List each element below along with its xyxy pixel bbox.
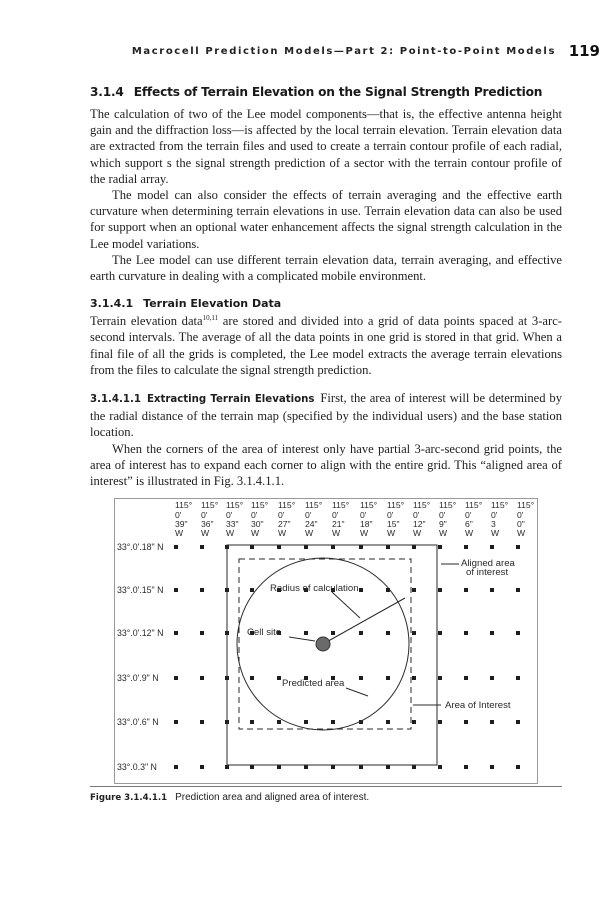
grid-point bbox=[174, 765, 178, 769]
aligned-area-label-line2: of interest bbox=[466, 567, 509, 578]
grid-point bbox=[359, 765, 363, 769]
grid-point bbox=[200, 720, 204, 724]
grid-point bbox=[516, 720, 520, 724]
grid-point bbox=[304, 631, 308, 635]
grid-point bbox=[386, 765, 390, 769]
cell-site-label: Cell site bbox=[247, 627, 282, 638]
subsubsection-paragraph-2: When the corners of the area of interest only have partial 3-arc-second grid points, the area of interest has to expand each corner to align with the entire grid. This “aligned area of interest” is illustrated in Fig. 3.1.4.1.1. bbox=[90, 441, 562, 489]
longitude-label: W bbox=[175, 528, 184, 538]
longitude-label: 115° bbox=[360, 500, 378, 510]
subsection-title: Terrain Elevation Data bbox=[143, 297, 282, 311]
longitude-label: 39" bbox=[175, 519, 188, 529]
longitude-label: W bbox=[465, 528, 474, 538]
page-header bbox=[0, 44, 600, 64]
grid-point bbox=[174, 631, 178, 635]
longitude-label: W bbox=[360, 528, 369, 538]
longitude-label: 115° bbox=[201, 500, 219, 510]
longitude-label: W bbox=[413, 528, 422, 538]
longitude-label: 0' bbox=[517, 510, 524, 520]
longitude-label: 0' bbox=[491, 510, 498, 520]
longitude-label: 115° bbox=[413, 500, 431, 510]
grid-point bbox=[464, 720, 468, 724]
longitude-label: 115° bbox=[517, 500, 535, 510]
grid-point bbox=[516, 631, 520, 635]
longitude-label: W bbox=[387, 528, 396, 538]
longitude-label: W bbox=[201, 528, 210, 538]
grid-point bbox=[412, 720, 416, 724]
grid-point bbox=[464, 765, 468, 769]
grid-point bbox=[516, 588, 520, 592]
longitude-label: 0' bbox=[305, 510, 312, 520]
grid-point bbox=[359, 631, 363, 635]
longitude-label: 0' bbox=[413, 510, 420, 520]
grid-point bbox=[490, 676, 494, 680]
grid-point bbox=[277, 676, 281, 680]
grid-point bbox=[464, 588, 468, 592]
grid-point bbox=[331, 545, 335, 549]
grid-point bbox=[490, 588, 494, 592]
longitude-label: 0' bbox=[201, 510, 208, 520]
longitude-label: 115° bbox=[387, 500, 405, 510]
longitude-label: 115° bbox=[175, 500, 193, 510]
longitude-label: 15" bbox=[387, 519, 400, 529]
longitude-label: 115° bbox=[278, 500, 296, 510]
grid-point bbox=[174, 720, 178, 724]
grid-point bbox=[412, 765, 416, 769]
subsubsection-title: Extracting Terrain Elevations bbox=[146, 394, 315, 406]
aligned-area-label-line1: Aligned area bbox=[461, 558, 515, 569]
grid-point bbox=[464, 676, 468, 680]
longitude-label: 0' bbox=[387, 510, 394, 520]
latitude-label: 33°.0'.15" N bbox=[117, 585, 164, 595]
section-paragraph-1: The calculation of two of the Lee model components—that is, the effective antenna height gain and the diffraction loss—is affected by the local terrain elevation. Terrain elevation data are extracted from the terrain files and used to create a terrain contour profile of each radial, which support s the signal strength prediction of a sector with the terrain contour profile of the radial array. bbox=[90, 107, 562, 186]
grid-point bbox=[490, 720, 494, 724]
grid-point bbox=[250, 720, 254, 724]
grid-point bbox=[250, 765, 254, 769]
grid-point bbox=[200, 631, 204, 635]
subsection-paragraph bbox=[90, 313, 562, 378]
grid-point bbox=[359, 545, 363, 549]
grid-point bbox=[331, 720, 335, 724]
section-heading bbox=[90, 84, 562, 100]
grid-point bbox=[386, 676, 390, 680]
page-number: 119 bbox=[568, 42, 600, 60]
subsection-text-b: are stored and divided into a grid of data points spaced at 3-arc-second intervals. The average of all the data points in one grid is stored in that grid. When a final file of all the grids is completed, the Lee model extracts the average terrain elevations from the files to calculate the signal strength prediction. bbox=[90, 314, 562, 377]
grid-point bbox=[490, 765, 494, 769]
longitude-label: 0' bbox=[465, 510, 472, 520]
grid-point bbox=[464, 545, 468, 549]
section-number: 3.1.4 bbox=[90, 85, 124, 99]
grid-point bbox=[200, 676, 204, 680]
grid-point bbox=[331, 631, 335, 635]
longitude-label: W bbox=[491, 528, 500, 538]
subsection-heading bbox=[90, 296, 562, 311]
grid-point bbox=[412, 588, 416, 592]
grid-point bbox=[200, 588, 204, 592]
figure-diagram bbox=[114, 498, 538, 784]
grid-point bbox=[331, 765, 335, 769]
grid-point bbox=[174, 545, 178, 549]
longitude-label: W bbox=[226, 528, 235, 538]
latitude-label: 33°.0'.12" N bbox=[117, 628, 164, 638]
section-paragraph-2: The model can also consider the effects of terrain averaging and the effective earth curvature when determining terrain elevations in use. Terrain elevation data can also be used for support when an optional water enhancement affects the signal strength calculation in the Lee model variations. bbox=[90, 188, 562, 251]
grid-point bbox=[386, 631, 390, 635]
grid-point bbox=[490, 631, 494, 635]
grid-point bbox=[438, 720, 442, 724]
longitude-label: 0' bbox=[226, 510, 233, 520]
longitude-label: 36" bbox=[201, 519, 214, 529]
figure-rule bbox=[90, 786, 562, 787]
reference-superscript: 10,11 bbox=[202, 314, 219, 323]
grid-point bbox=[516, 765, 520, 769]
subsection-number: 3.1.4.1 bbox=[90, 297, 134, 311]
body-text bbox=[90, 84, 562, 489]
subsubsection-paragraph bbox=[90, 390, 562, 441]
longitude-label: W bbox=[332, 528, 341, 538]
predicted-area-label: Predicted area bbox=[282, 678, 345, 689]
longitude-label: 0' bbox=[251, 510, 258, 520]
grid-point bbox=[438, 631, 442, 635]
longitude-label: 0' bbox=[439, 510, 446, 520]
longitude-label: 9" bbox=[439, 519, 447, 529]
longitude-label: 0' bbox=[332, 510, 339, 520]
longitude-label: 115° bbox=[226, 500, 244, 510]
grid-point bbox=[464, 631, 468, 635]
grid-point bbox=[359, 676, 363, 680]
longitude-label: 0" bbox=[517, 519, 525, 529]
grid-point bbox=[200, 765, 204, 769]
grid-point bbox=[438, 676, 442, 680]
grid-point bbox=[174, 588, 178, 592]
grid-point bbox=[516, 545, 520, 549]
grid-point bbox=[490, 545, 494, 549]
longitude-label: 30" bbox=[251, 519, 264, 529]
longitude-label: 115° bbox=[305, 500, 323, 510]
subsection-text-a: Terrain elevation data bbox=[90, 314, 203, 329]
longitude-label: 33" bbox=[226, 519, 239, 529]
longitude-label: 3 bbox=[491, 519, 496, 529]
subsubsection-text: First, the area of interest will be determined by the radial distance of the terrain map (specified by the individual users) and the base station location. bbox=[90, 391, 562, 440]
longitude-label: 115° bbox=[491, 500, 509, 510]
grid-point bbox=[304, 545, 308, 549]
grid-point bbox=[250, 545, 254, 549]
longitude-label: 24" bbox=[305, 519, 318, 529]
area-of-interest-label: Area of Interest bbox=[445, 700, 511, 711]
longitude-label: 115° bbox=[439, 500, 457, 510]
grid-point bbox=[438, 588, 442, 592]
longitude-label: 115° bbox=[332, 500, 350, 510]
longitude-label: 27" bbox=[278, 519, 291, 529]
grid-point bbox=[386, 720, 390, 724]
grid-point bbox=[250, 676, 254, 680]
caption-text: Prediction area and aligned area of interest. bbox=[175, 792, 370, 803]
figure-caption bbox=[90, 792, 369, 803]
latitude-label: 33°.0'.9" N bbox=[117, 673, 159, 683]
grid-point bbox=[386, 545, 390, 549]
longitude-label: 115° bbox=[465, 500, 483, 510]
longitude-label: 0' bbox=[278, 510, 285, 520]
grid-point bbox=[304, 765, 308, 769]
latitude-label: 33°.0.3" N bbox=[117, 762, 157, 772]
grid-point bbox=[304, 720, 308, 724]
grid-point bbox=[225, 765, 229, 769]
longitude-label: 6" bbox=[465, 519, 473, 529]
grid-point bbox=[516, 676, 520, 680]
grid-point bbox=[438, 765, 442, 769]
running-head: Macrocell Prediction Models—Part 2: Point-to-Point Models bbox=[131, 46, 556, 57]
caption-label: Figure 3.1.4.1.1 bbox=[90, 793, 168, 803]
grid-point bbox=[200, 545, 204, 549]
longitude-label: W bbox=[278, 528, 287, 538]
cell-site-marker bbox=[316, 637, 330, 651]
longitude-label: 18" bbox=[360, 519, 373, 529]
latitude-label: 33°.0'.6" N bbox=[117, 717, 159, 727]
grid-point bbox=[412, 631, 416, 635]
section-title: Effects of Terrain Elevation on the Signal Strength Prediction bbox=[133, 85, 543, 99]
figure-svg bbox=[114, 498, 538, 784]
grid-point bbox=[412, 676, 416, 680]
grid-point bbox=[250, 588, 254, 592]
subsubsection-number: 3.1.4.1.1 bbox=[90, 394, 141, 406]
grid-point bbox=[438, 545, 442, 549]
longitude-label: W bbox=[439, 528, 448, 538]
longitude-label: 0' bbox=[360, 510, 367, 520]
longitude-label: W bbox=[517, 528, 526, 538]
longitude-label: W bbox=[305, 528, 314, 538]
grid-point bbox=[359, 588, 363, 592]
grid-point bbox=[277, 545, 281, 549]
longitude-label: W bbox=[251, 528, 260, 538]
latitude-label: 33°.0'.18" N bbox=[117, 542, 164, 552]
radius-label: Radius of calculation bbox=[270, 583, 359, 594]
grid-point bbox=[277, 765, 281, 769]
grid-point bbox=[174, 676, 178, 680]
longitude-label: 21" bbox=[332, 519, 345, 529]
longitude-label: 12" bbox=[413, 519, 426, 529]
longitude-label: 0' bbox=[175, 510, 182, 520]
longitude-label: 115° bbox=[251, 500, 269, 510]
grid-point bbox=[412, 545, 416, 549]
section-paragraph-3: The Lee model can use different terrain elevation data, terrain averaging, and effective earth curvature in dealing with a complicated mobile environment. bbox=[90, 252, 562, 284]
grid-point bbox=[277, 720, 281, 724]
